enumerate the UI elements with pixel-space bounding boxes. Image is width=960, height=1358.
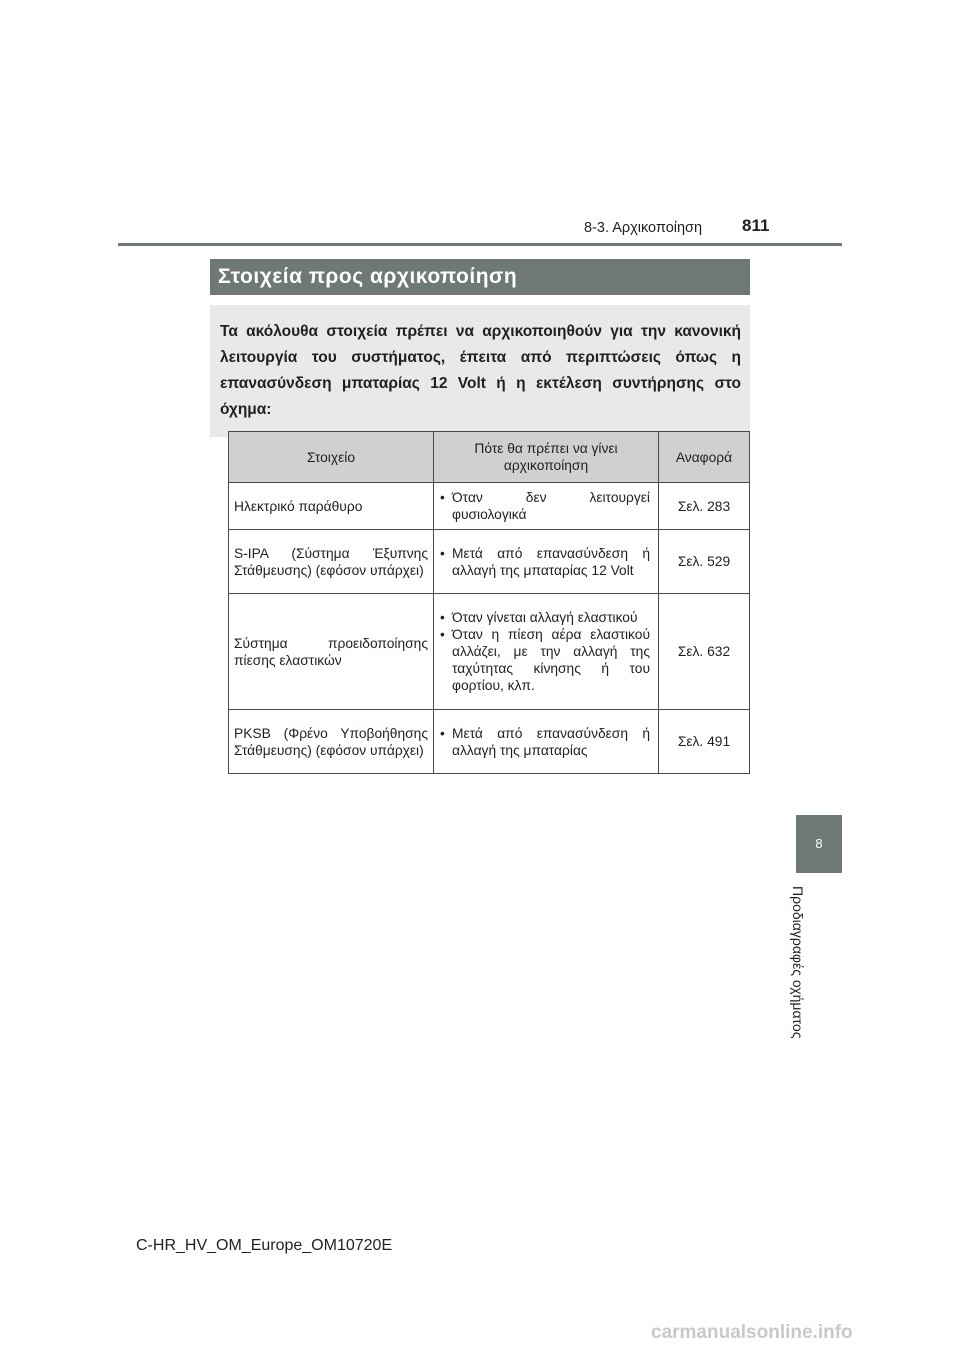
row-when [434,483,659,530]
initialization-table [228,431,750,774]
bullet-icon: • [440,627,445,642]
chapter-tab[interactable]: 8 [796,815,842,873]
row-when [434,594,659,710]
intro-text: Τα ακόλουθα στοιχεία πρέπει να αρχικοποιηθούν για την κανονική λειτουργία του συστήματος, έπειτα από περιπτώσεις όπως η επανασύνδεση μπαταρίας 12 Volt ή η εκτέλεση συντήρησης στο όχημα: [220,323,741,418]
bullet-icon: • [440,545,445,561]
row-item: Ηλεκτρικό παράθυρο [229,483,434,530]
table-row [229,594,750,710]
page-number: 811 [742,216,770,235]
bullet-icon: • [440,490,445,505]
header-rule [118,243,842,246]
table-row [229,710,750,774]
bullet-icon: • [440,610,445,625]
row-reference[interactable]: Σελ. 529 [659,530,750,594]
row-when [434,530,659,594]
intro-box [210,305,750,437]
footer-code: C-HR_HV_OM_Europe_OM10720E [136,1237,393,1254]
chapter-label: Προδιαγραφές οχήματος [790,886,806,1039]
list-item: • Μετά από επανασύνδεση ή αλλαγή της μπαταρίας 12 Volt [440,545,650,578]
watermark: carmanualsonline.info [651,1322,853,1343]
row-when [434,710,659,774]
header-when: Πότε θα πρέπει να γίνει αρχικοποίηση [434,432,659,483]
row-item: PKSB (Φρένο Υποβοήθησης Στάθμευσης) (εφόσον υπάρχει) [229,710,434,774]
list-item: • Μετά από επανασύνδεση ή αλλαγή της μπαταρίας [440,725,650,758]
row-reference[interactable]: Σελ. 632 [659,594,750,710]
table-row [229,530,750,594]
row-reference[interactable]: Σελ. 283 [659,483,750,530]
list-item: • Όταν δεν λειτουργεί φυσιολογικά [440,490,650,522]
list-item: • Όταν γίνεται αλλαγή ελαστικού [440,610,638,625]
list-item: • Όταν η πίεση αέρα ελαστικού αλλάζει, με την αλλαγή της ταχύτητας κίνησης ή του φορτίου, κλπ. [440,627,650,693]
row-item: Σύστημα προειδοποίησης πίεσης ελαστικών [229,594,434,710]
header-reference: Αναφορά [659,432,750,483]
bullet-icon: • [440,725,445,741]
header-item: Στοιχείο [229,432,434,483]
table-header-row [229,432,750,483]
row-item: S-IPA (Σύστημα Έξυπνης Στάθμευσης) (εφόσον υπάρχει) [229,530,434,594]
section-title: Στοιχεία προς αρχικοποίηση [210,259,750,295]
running-header-section: 8-3. Αρχικοποίηση [584,220,703,236]
table-row [229,483,750,530]
row-reference[interactable]: Σελ. 491 [659,710,750,774]
